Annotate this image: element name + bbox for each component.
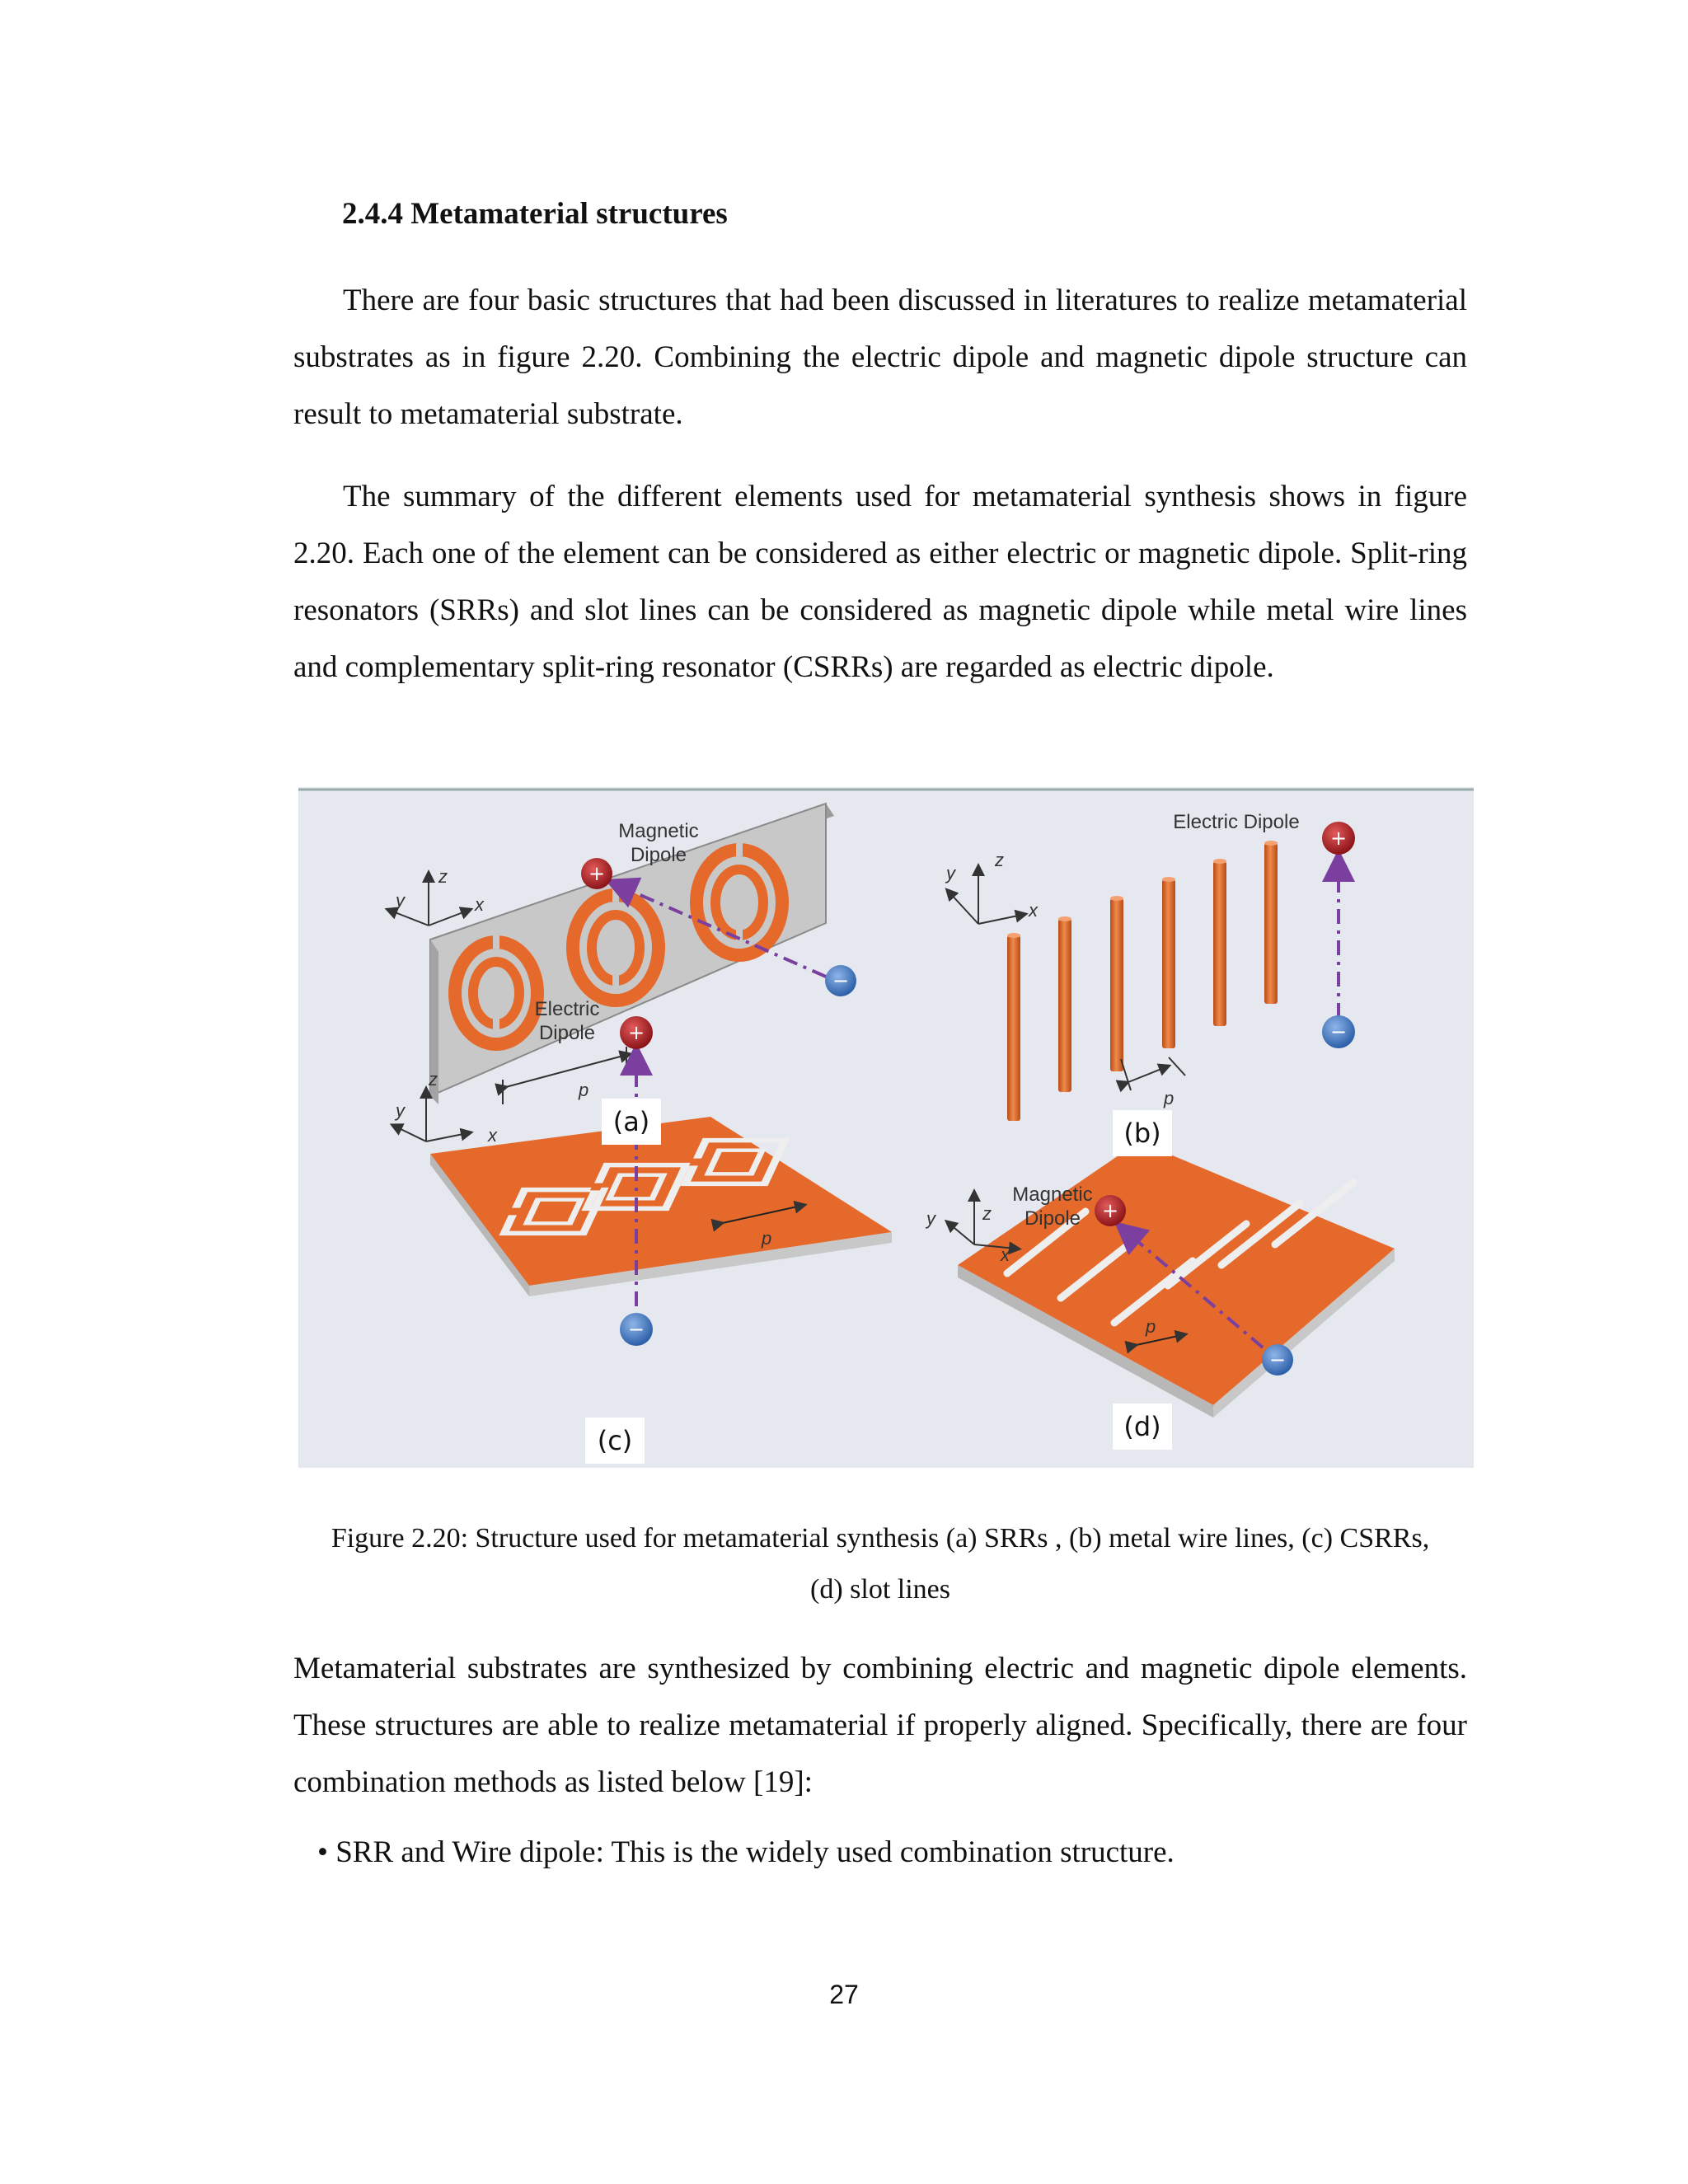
panel-a-label: (a) xyxy=(602,1099,661,1145)
svg-text:y: y xyxy=(396,890,405,911)
dipole-label-a-1: Magnetic xyxy=(618,820,699,842)
minus-sign-c: − xyxy=(627,1318,645,1341)
svg-text:x: x xyxy=(488,1125,497,1146)
svg-text:p: p xyxy=(762,1228,772,1249)
svg-text:y: y xyxy=(946,863,955,883)
dipole-label-d-2: Dipole xyxy=(1024,1207,1081,1230)
minus-sign-d: − xyxy=(1268,1348,1287,1371)
minus-sign-b: − xyxy=(1329,1020,1348,1043)
paragraph-combination: Metamaterial substrates are synthesized by combining electric and magnetic dipole elements. These structures are able to realize metamaterial if properly aligned. Specifically, there are four combination methods as listed below [19]: xyxy=(293,1652,1467,1799)
svg-text:x: x xyxy=(1001,1244,1010,1265)
svg-text:z: z xyxy=(995,850,1004,870)
svg-text:x: x xyxy=(475,894,484,915)
panel-b-label: (b) xyxy=(1113,1110,1172,1156)
svg-text:z: z xyxy=(429,1069,438,1090)
dipole-label-a-2: Dipole xyxy=(630,844,687,866)
svg-text:p: p xyxy=(1164,1088,1175,1108)
svg-text:y: y xyxy=(926,1208,935,1229)
svg-text:p: p xyxy=(579,1080,589,1100)
section-heading: 2.4.4 Metamaterial structures xyxy=(342,197,728,231)
dipole-label-c-2: Dipole xyxy=(538,1022,596,1044)
dipole-label-b: Electric Dipole xyxy=(1173,811,1300,833)
caption-line-1: Figure 2.20: Structure used for metamaterial synthesis (a) SRRs , (b) metal wire lines, (c) CSRRs, xyxy=(331,1523,1430,1554)
panel-c-label: (c) xyxy=(585,1418,645,1464)
svg-text:z: z xyxy=(438,866,448,887)
plus-sign-d: + xyxy=(1101,1199,1119,1222)
paragraph-summary: The summary of the different elements used for metamaterial synthesis shows in figure 2.20. Each one of the element can be considered as either electric or magnetic dipole. Split-ring resonators (SRRs) and slot lines can be considered as magnetic dipole while metal wire lines and complementary split-ring resonator (CSRRs) are regarded as electric dipole. xyxy=(293,480,1467,684)
panel-d-label: (d) xyxy=(1113,1404,1172,1450)
paragraph-intro: There are four basic structures that had been discussed in literatures to realize metamaterial substrates as in figure 2.20. Combining the electric dipole and magnetic dipole structure can result to metamaterial substrate. xyxy=(293,284,1467,431)
svg-text:y: y xyxy=(396,1100,405,1121)
figure-caption xyxy=(293,1513,1467,1615)
page-number: 27 xyxy=(829,1980,859,2009)
svg-text:p: p xyxy=(1146,1316,1156,1337)
dipole-label-d-1: Magnetic xyxy=(1012,1183,1093,1206)
plus-sign-c: + xyxy=(627,1021,645,1044)
figure-2-20 xyxy=(298,787,1474,1468)
minus-sign-a: − xyxy=(832,969,850,992)
svg-text:x: x xyxy=(1029,900,1038,921)
dipole-label-c-1: Electric xyxy=(534,998,600,1020)
bullet-item-srr-wire: • SRR and Wire dipole: This is the widely used combination structure. xyxy=(317,1835,1175,1869)
plus-sign-a: + xyxy=(588,862,606,885)
figure-background xyxy=(298,787,1474,1468)
plus-sign-b: + xyxy=(1329,827,1348,850)
caption-line-2: (d) slot lines xyxy=(810,1574,950,1605)
svg-text:z: z xyxy=(982,1203,992,1224)
